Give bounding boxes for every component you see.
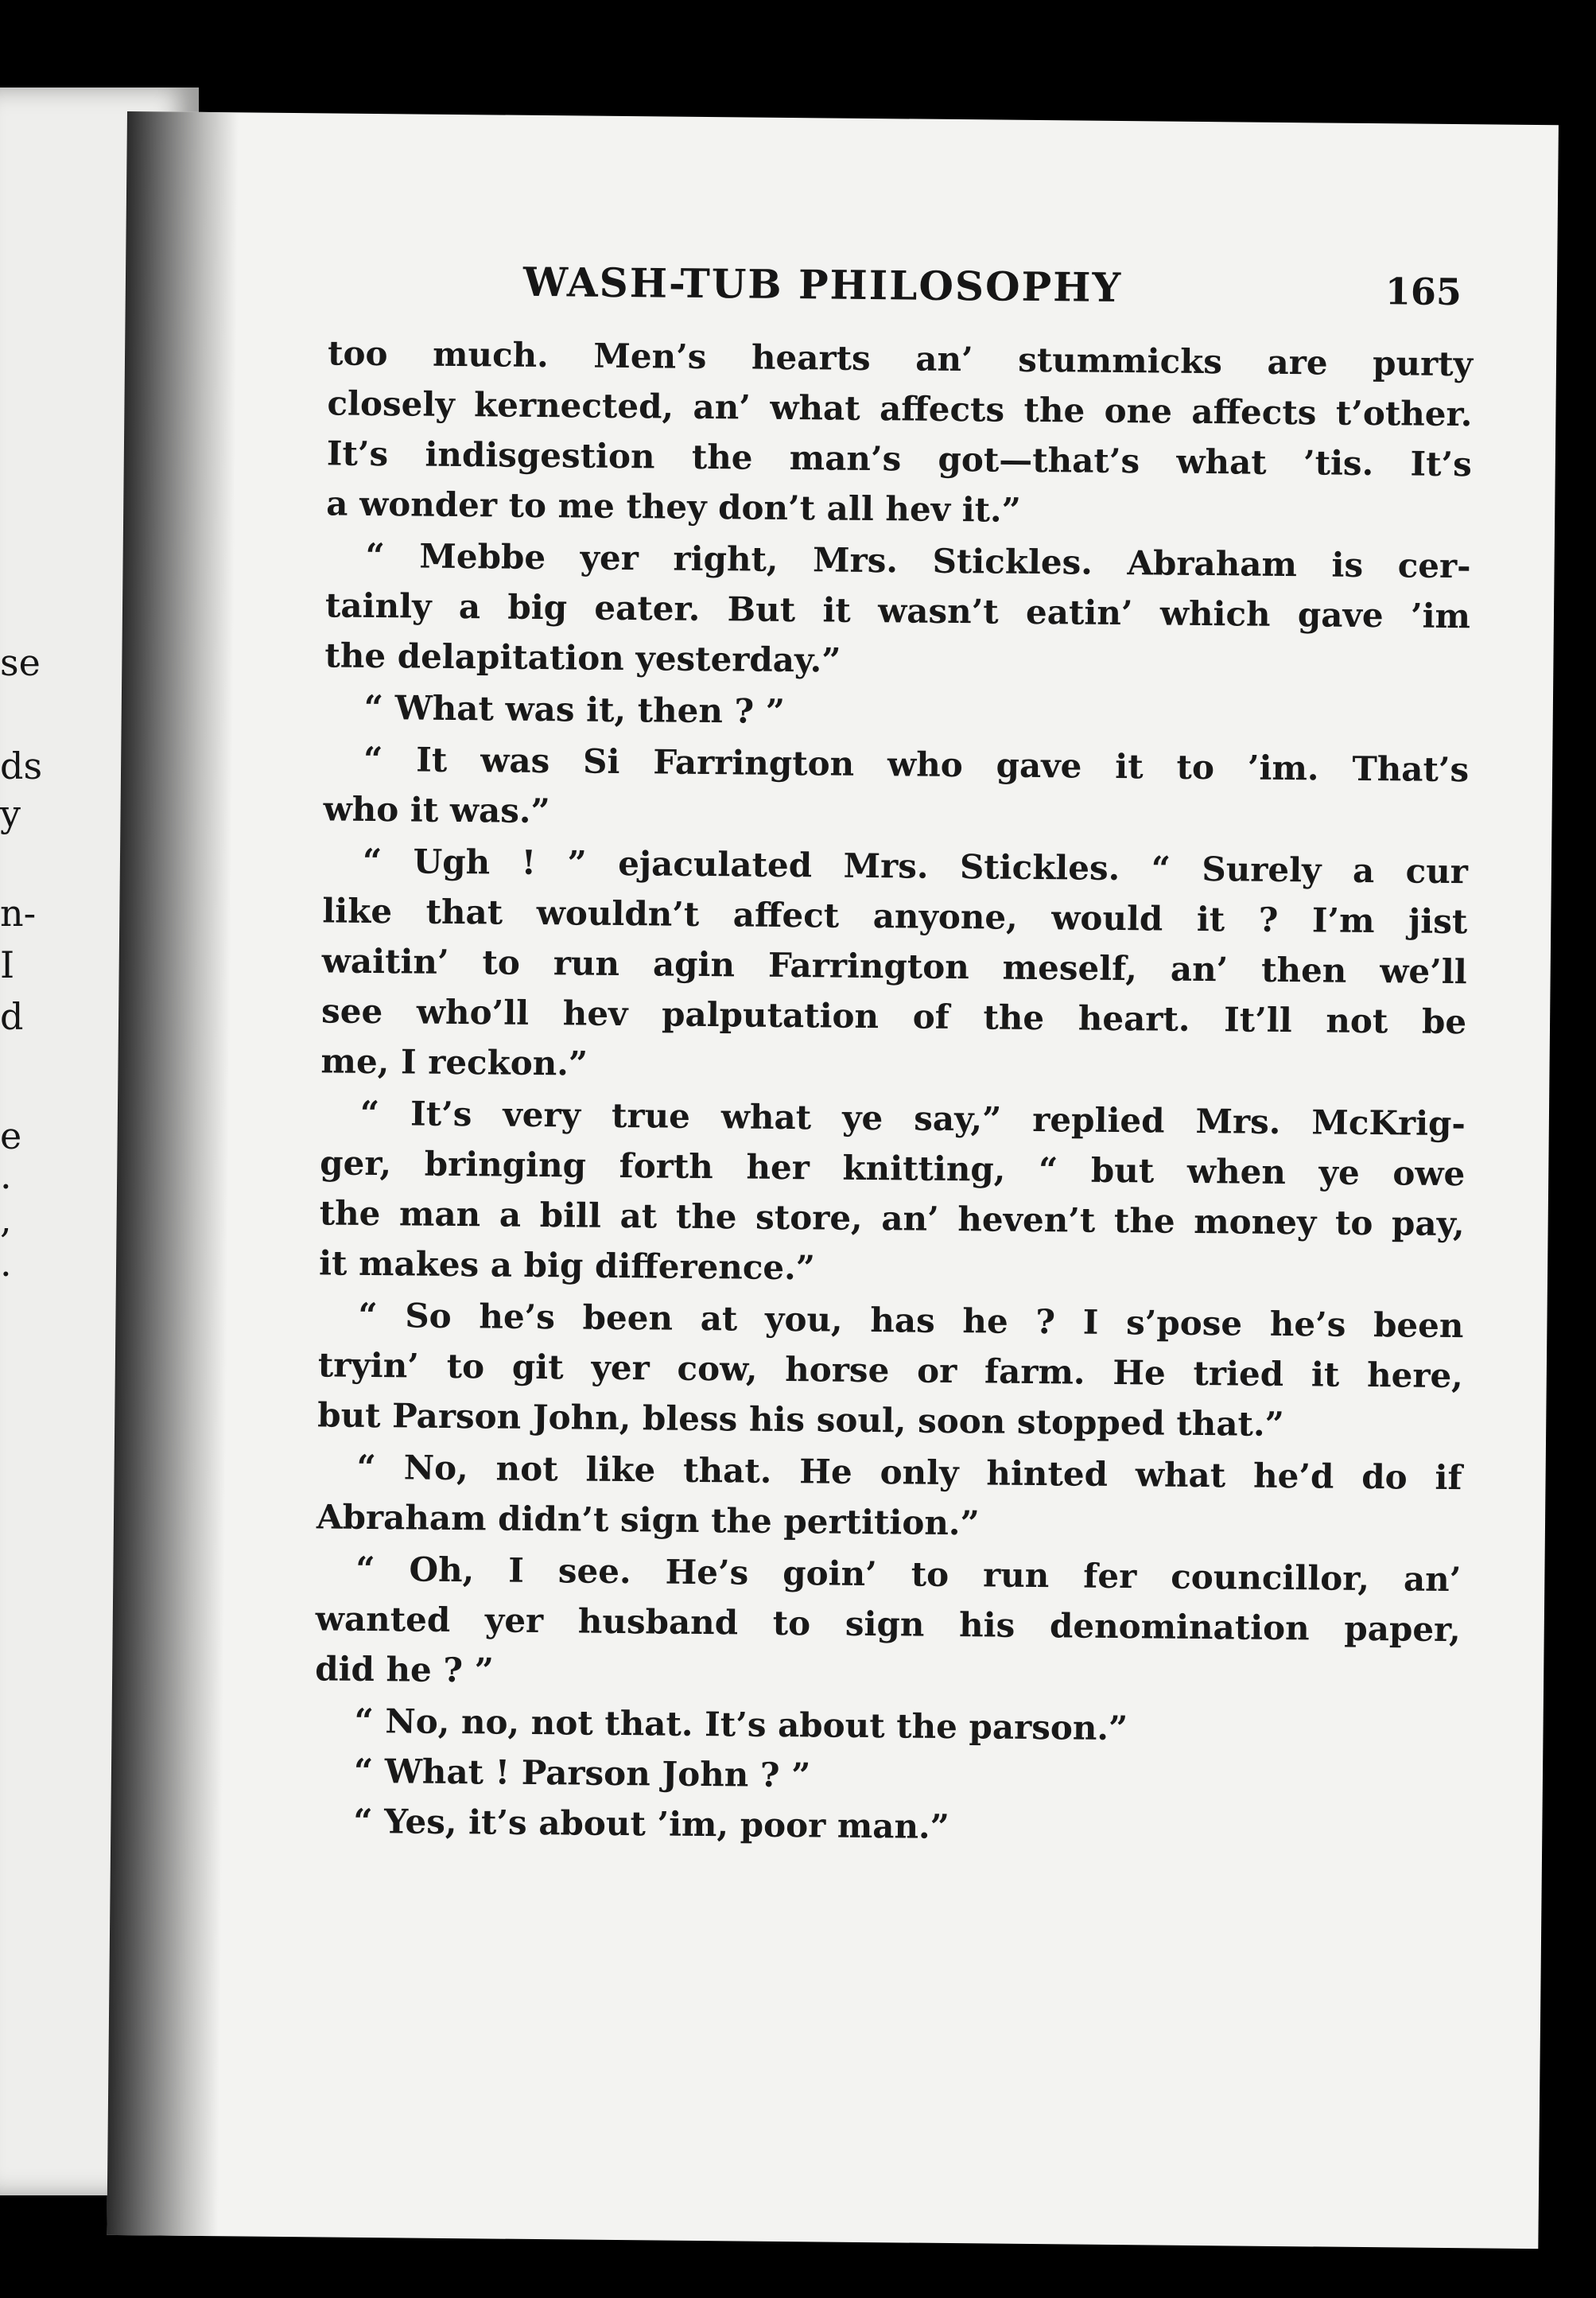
text-line: who it was.” [323, 789, 550, 831]
text-line: closely kernected, an’ what affects the one affects t’other. [327, 383, 1473, 434]
text-line: tryin’ to git yer cow, horse or farm. He tried it here, [317, 1345, 1464, 1396]
left-page-fragment: . [0, 1242, 12, 1285]
text-line: waitin’ to run agin Farrington meself, an’ then we’ll [321, 941, 1467, 992]
text-line: a wonder to me they don’t all hev it.” [326, 484, 1022, 530]
left-page-fragment: , [0, 1198, 12, 1241]
left-page-fragment: n- [0, 892, 37, 935]
left-page-fragment: y [0, 792, 21, 835]
text-line: “ So he’s been at you, has he ? I s’pose he’s been [358, 1295, 1464, 1346]
text-line: “ No, no, not that. It’s about the parson.” [354, 1701, 1128, 1748]
page-header [523, 259, 1462, 323]
text-line: but Parson John, bless his soul, soon stopped that.” [317, 1395, 1284, 1445]
left-page-fragment: ds [0, 745, 43, 787]
text-line: me, I reckon.” [320, 1041, 588, 1083]
running-head: WASH-TUB PHILOSOPHY [522, 258, 1123, 312]
text-line: It’s indisgestion the man’s got—that’s what ’tis. It’s [326, 434, 1473, 484]
text-line: too much. Men’s hearts an’ stummicks are purty [327, 333, 1474, 384]
text-line: “ It was Si Farrington who gave it to ’im. That’s [363, 739, 1470, 790]
left-page-fragment: se [0, 641, 41, 684]
text-line: the delapitation yesterday.” [324, 636, 841, 680]
text-line: tainly a big eater. But it wasn’t eatin’ which gave ’im [324, 585, 1471, 636]
book-page [107, 111, 1559, 2249]
text-line: “ Mebbe yer right, Mrs. Stickles. Abraham is cer- [365, 535, 1471, 586]
text-line: “ Yes, it’s about ’im, poor man.” [353, 1801, 950, 1847]
text-line: Abraham didn’t sign the pertition.” [316, 1497, 980, 1543]
text-line: “ What was it, then ? ” [363, 687, 786, 731]
text-line: like that wouldn’t affect anyone, would it ? I’m jist [322, 891, 1468, 942]
text-line: “ Oh, I see. He’s goin’ to run fer councillor, an’ [355, 1549, 1462, 1600]
text-line: see who’ll hev palputation of the heart. It’ll not be [320, 991, 1467, 1042]
text-line: “ What ! Parson John ? ” [353, 1751, 811, 1795]
text-line: ger, bringing forth her knitting, “ but when ye owe [320, 1143, 1466, 1194]
text-line: “ No, not like that. He only hinted what he’d do if [356, 1447, 1462, 1498]
page-number: 165 [1384, 270, 1462, 314]
text-line: “ It’s very true what ye say,” replied Mrs. McKrig- [359, 1093, 1466, 1144]
page-body [313, 328, 1473, 1857]
left-page-fragment: d [0, 995, 24, 1038]
left-page-fragment: . [0, 1154, 12, 1197]
text-line: it makes a big difference.” [318, 1243, 816, 1288]
text-line: wanted yer husband to sign his denomination paper, [315, 1599, 1461, 1650]
text-line: did he ? ” [314, 1649, 495, 1690]
text-line: the man a bill at the store, an’ heven’t the money to pay, [319, 1193, 1465, 1244]
page-gutter-shadow [107, 111, 239, 2236]
left-page-fragment: I [0, 943, 15, 986]
left-page-fragment: e [0, 1114, 22, 1157]
text-line: “ Ugh ! ” ejaculated Mrs. Stickles. “ Surely a cur [362, 841, 1469, 892]
